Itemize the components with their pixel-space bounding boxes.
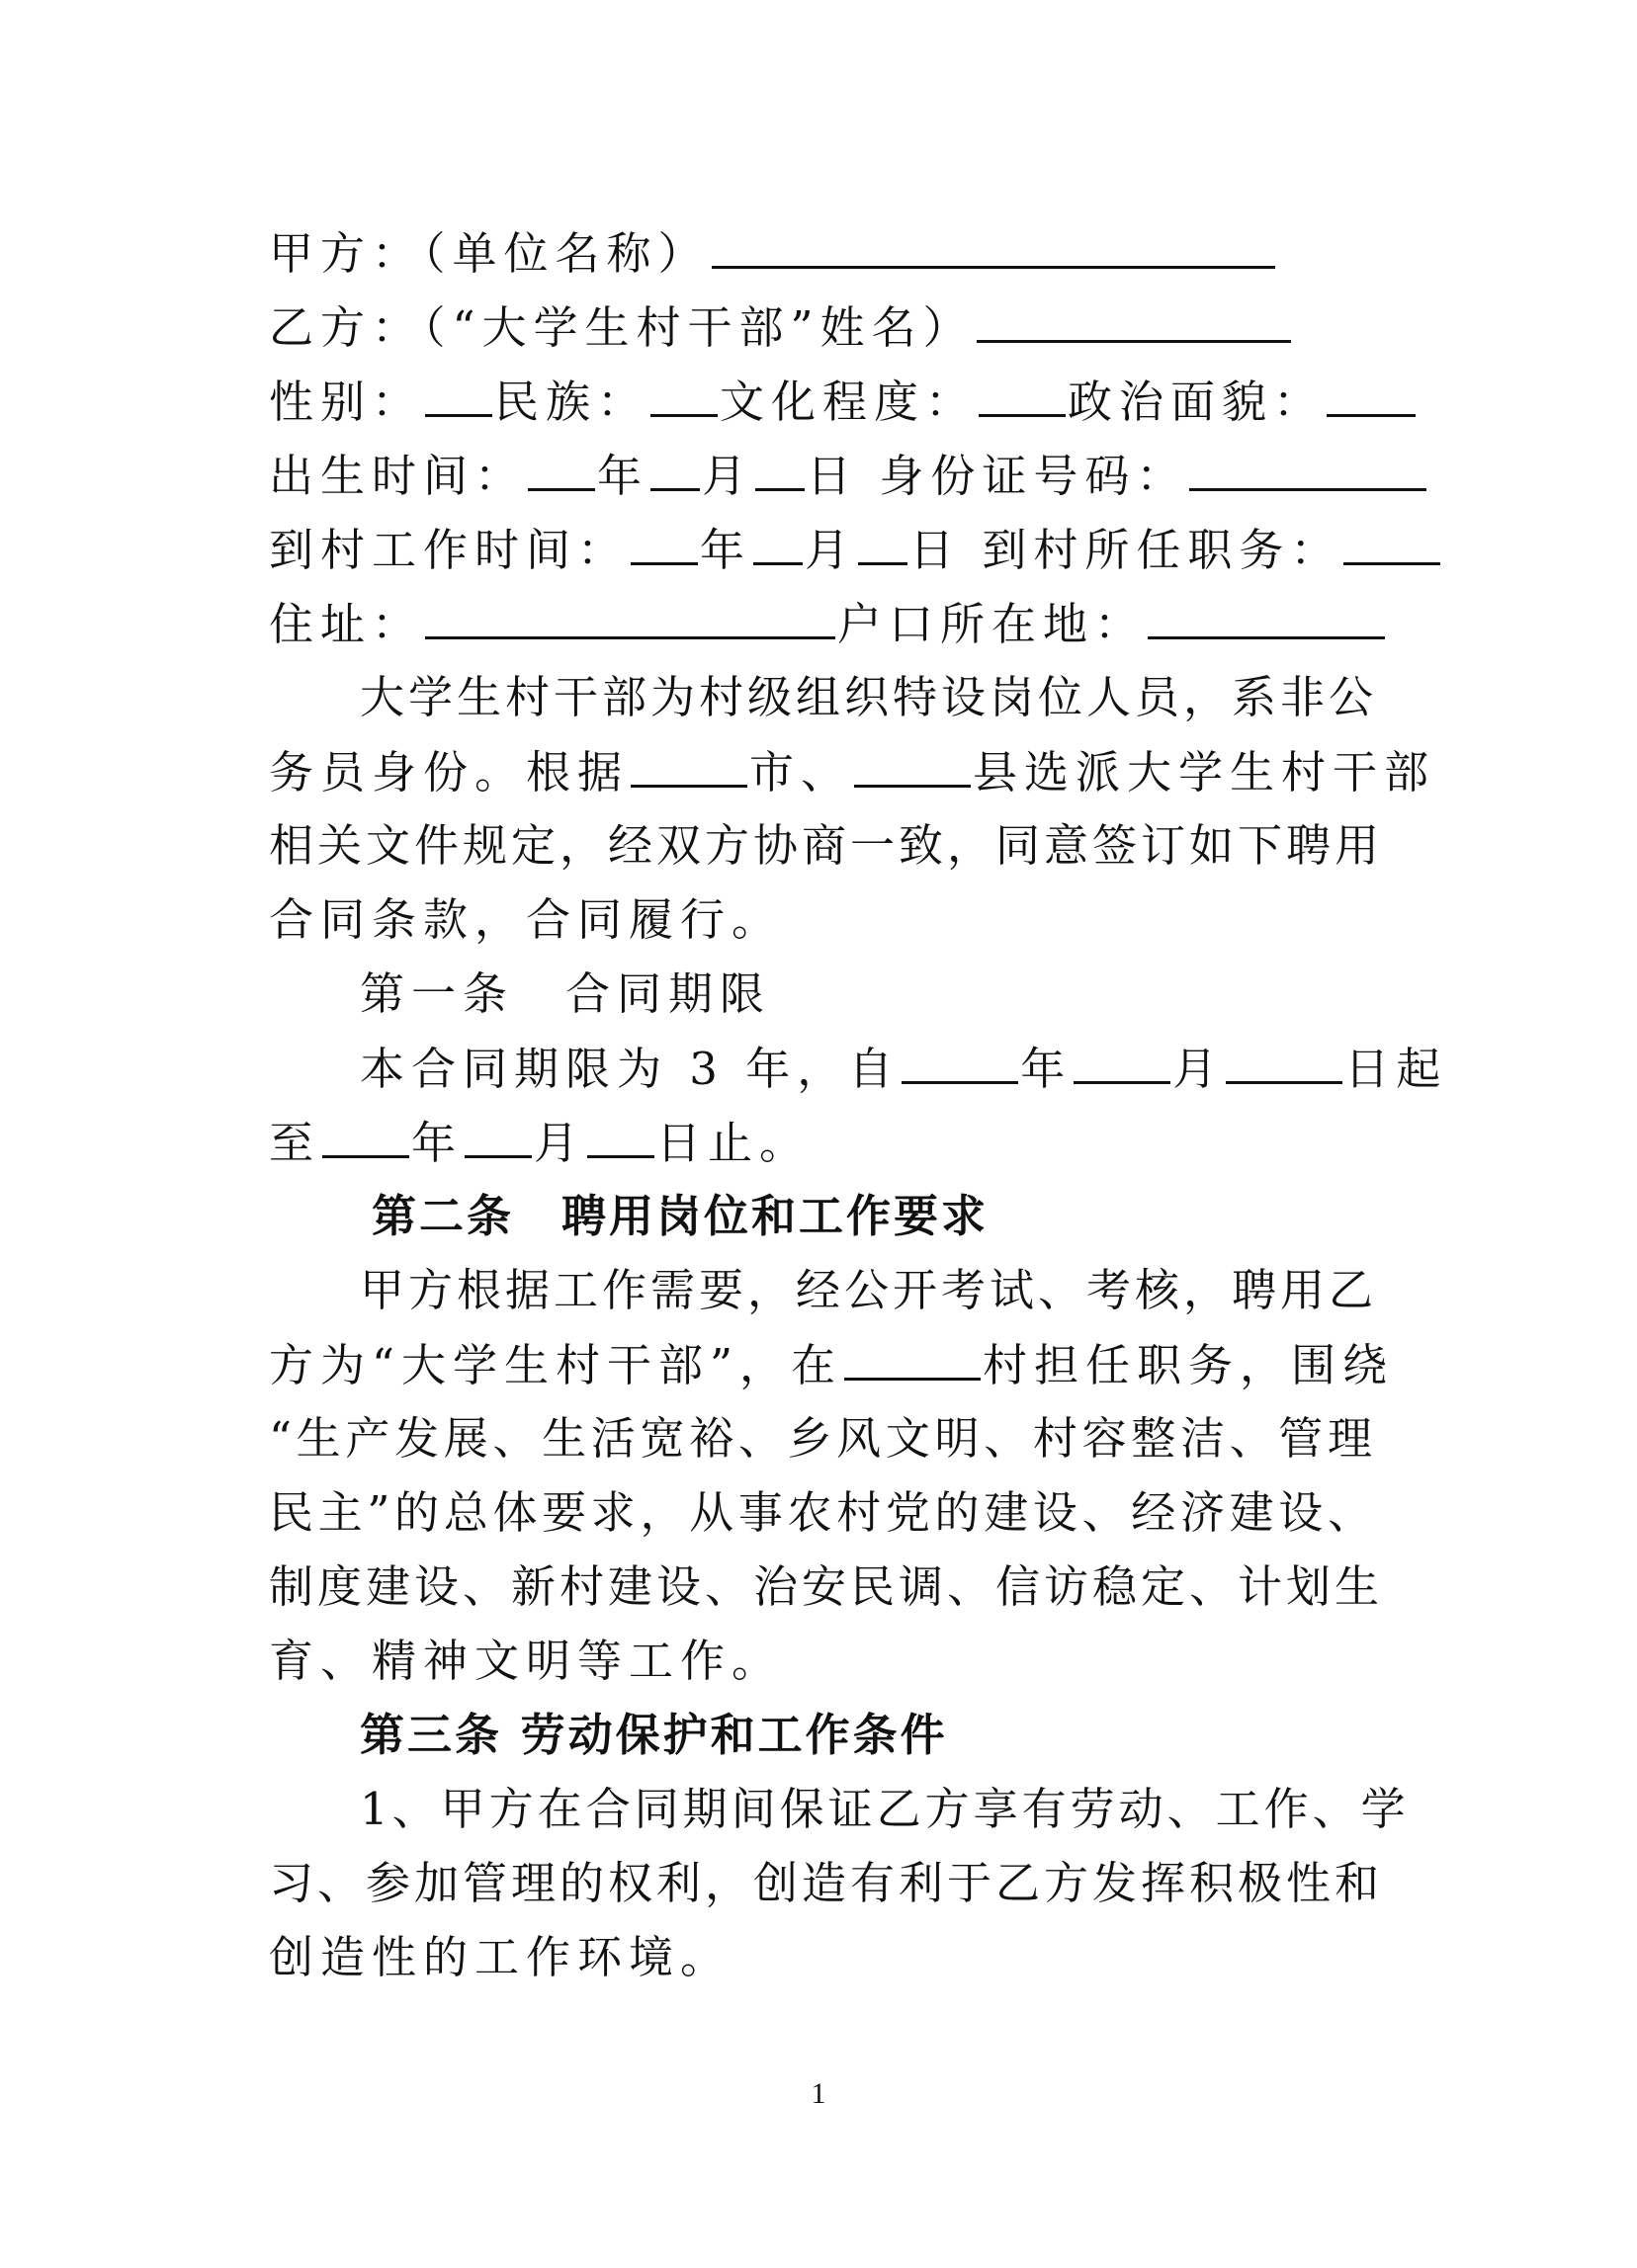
intro-line-4: 合同条款，合同履行。 bbox=[269, 893, 784, 946]
start-month-blank[interactable] bbox=[1074, 1034, 1170, 1084]
address-label: 住址： bbox=[269, 598, 424, 650]
article-1-line-1a: 本合同期限为 3 年，自 bbox=[360, 1043, 901, 1095]
article-2-line-4: 民主”的总体要求，从事农村党的建设、经济建设、 bbox=[269, 1486, 1376, 1539]
birth-month-blank[interactable] bbox=[650, 441, 700, 491]
end-day-blank[interactable] bbox=[587, 1108, 654, 1158]
article-3-line-2: 习、参加管理的权利，创造有利于乙方发挥积极性和 bbox=[269, 1857, 1384, 1909]
address-blank[interactable] bbox=[425, 589, 835, 639]
work-year-unit: 年 bbox=[700, 524, 752, 576]
article-2-line-2a: 方为“大学生村干部”，在 bbox=[269, 1339, 843, 1391]
page-number: 1 bbox=[811, 2077, 826, 2110]
intro-line-2a: 务员身份。根据 bbox=[269, 746, 630, 798]
end-month-blank[interactable] bbox=[465, 1108, 532, 1158]
article-3-line-1: 1、甲方在合同期间保证乙方享有劳动、工作、学 bbox=[360, 1783, 1410, 1835]
education-label: 文化程度： bbox=[720, 376, 978, 428]
start-year-blank[interactable] bbox=[902, 1034, 1018, 1084]
article-2-line-1: 甲方根据工作需要，经公开考试、考核，聘用乙 bbox=[360, 1264, 1378, 1316]
article-1-line-2a: 至 bbox=[269, 1117, 321, 1169]
work-month-blank[interactable] bbox=[753, 515, 803, 565]
article-2-line-2b: 村担任职务，围绕 bbox=[983, 1339, 1395, 1391]
article-2-line-6: 育、精神文明等工作。 bbox=[269, 1635, 784, 1687]
gender-blank[interactable] bbox=[425, 367, 492, 417]
party-b-line bbox=[269, 293, 1376, 362]
article-1-line-2 bbox=[269, 1108, 1376, 1177]
village-blank[interactable] bbox=[844, 1330, 981, 1381]
work-year-blank[interactable] bbox=[631, 515, 698, 565]
article-1-line-1d: 日起 bbox=[1344, 1043, 1448, 1095]
article-1-line-1c: 月 bbox=[1172, 1043, 1225, 1095]
political-label: 政治面貌： bbox=[1068, 376, 1326, 428]
ethnicity-blank[interactable] bbox=[650, 367, 718, 417]
education-blank[interactable] bbox=[979, 367, 1066, 417]
hukou-label: 户口所在地： bbox=[837, 598, 1147, 650]
birth-month-unit: 月 bbox=[702, 450, 754, 502]
position-blank[interactable] bbox=[1343, 515, 1440, 565]
article-2-title: 第二条 聘用岗位和工作要求 bbox=[372, 1190, 990, 1242]
work-month-unit: 月 bbox=[805, 524, 857, 576]
article-1-line-2c: 月 bbox=[534, 1117, 586, 1169]
party-a-line bbox=[269, 218, 1376, 288]
work-position-line bbox=[269, 515, 1376, 584]
birth-day-blank[interactable] bbox=[755, 441, 805, 491]
personal-info-line bbox=[269, 367, 1376, 436]
intro-line-3: 相关文件规定，经双方协商一致，同意签订如下聘用 bbox=[269, 819, 1384, 872]
intro-line-2 bbox=[269, 737, 1436, 806]
intro-line-1: 大学生村干部为村级组织特设岗位人员，系非公 bbox=[360, 671, 1378, 723]
article-1-line-1 bbox=[360, 1034, 1448, 1103]
id-blank[interactable] bbox=[1189, 441, 1426, 491]
political-blank[interactable] bbox=[1327, 367, 1416, 417]
position-label: 到村所任职务： bbox=[982, 524, 1342, 576]
id-label: 身份证号码： bbox=[879, 450, 1188, 502]
start-day-blank[interactable] bbox=[1226, 1034, 1342, 1084]
article-1-title: 第一条 合同期限 bbox=[360, 967, 772, 1020]
article-2-line-3: “生产发展、生活宽裕、乡风文明、村容整洁、管理 bbox=[269, 1412, 1376, 1465]
intro-line-2c: 县选派大学生村干部 bbox=[973, 746, 1436, 798]
work-start-label: 到村工作时间： bbox=[269, 524, 630, 576]
end-year-blank[interactable] bbox=[322, 1108, 409, 1158]
article-3-title: 第三条 劳动保护和工作条件 bbox=[360, 1709, 948, 1761]
work-day-unit: 日 bbox=[909, 524, 962, 576]
article-2-line-2 bbox=[269, 1330, 1395, 1399]
party-b-blank[interactable] bbox=[977, 293, 1291, 343]
article-2-line-5: 制度建设、新村建设、治安民调、信访稳定、计划生 bbox=[269, 1560, 1384, 1613]
birth-label: 出生时间： bbox=[269, 450, 527, 502]
party-a-label: 甲方：（单位名称） bbox=[269, 227, 710, 280]
birth-year-blank[interactable] bbox=[528, 441, 595, 491]
gender-label: 性别： bbox=[269, 376, 424, 428]
birth-year-unit: 年 bbox=[597, 450, 649, 502]
article-1-line-2b: 年 bbox=[411, 1117, 464, 1169]
article-1-line-1b: 年 bbox=[1020, 1043, 1073, 1095]
intro-line-2b: 市、 bbox=[749, 746, 853, 798]
work-day-blank[interactable] bbox=[858, 515, 907, 565]
party-b-label: 乙方：（“大学生村干部”姓名） bbox=[269, 301, 975, 354]
birth-day-unit: 日 bbox=[807, 450, 859, 502]
address-line bbox=[269, 589, 1376, 658]
birth-id-line bbox=[269, 441, 1376, 510]
county-blank[interactable] bbox=[854, 737, 971, 788]
city-blank[interactable] bbox=[631, 737, 747, 788]
article-3-line-3: 创造性的工作环境。 bbox=[269, 1931, 732, 1983]
party-a-blank[interactable] bbox=[712, 218, 1275, 269]
article-1-line-2d: 日止。 bbox=[656, 1117, 812, 1169]
hukou-blank[interactable] bbox=[1148, 589, 1385, 639]
ethnicity-label: 民族： bbox=[494, 376, 649, 428]
